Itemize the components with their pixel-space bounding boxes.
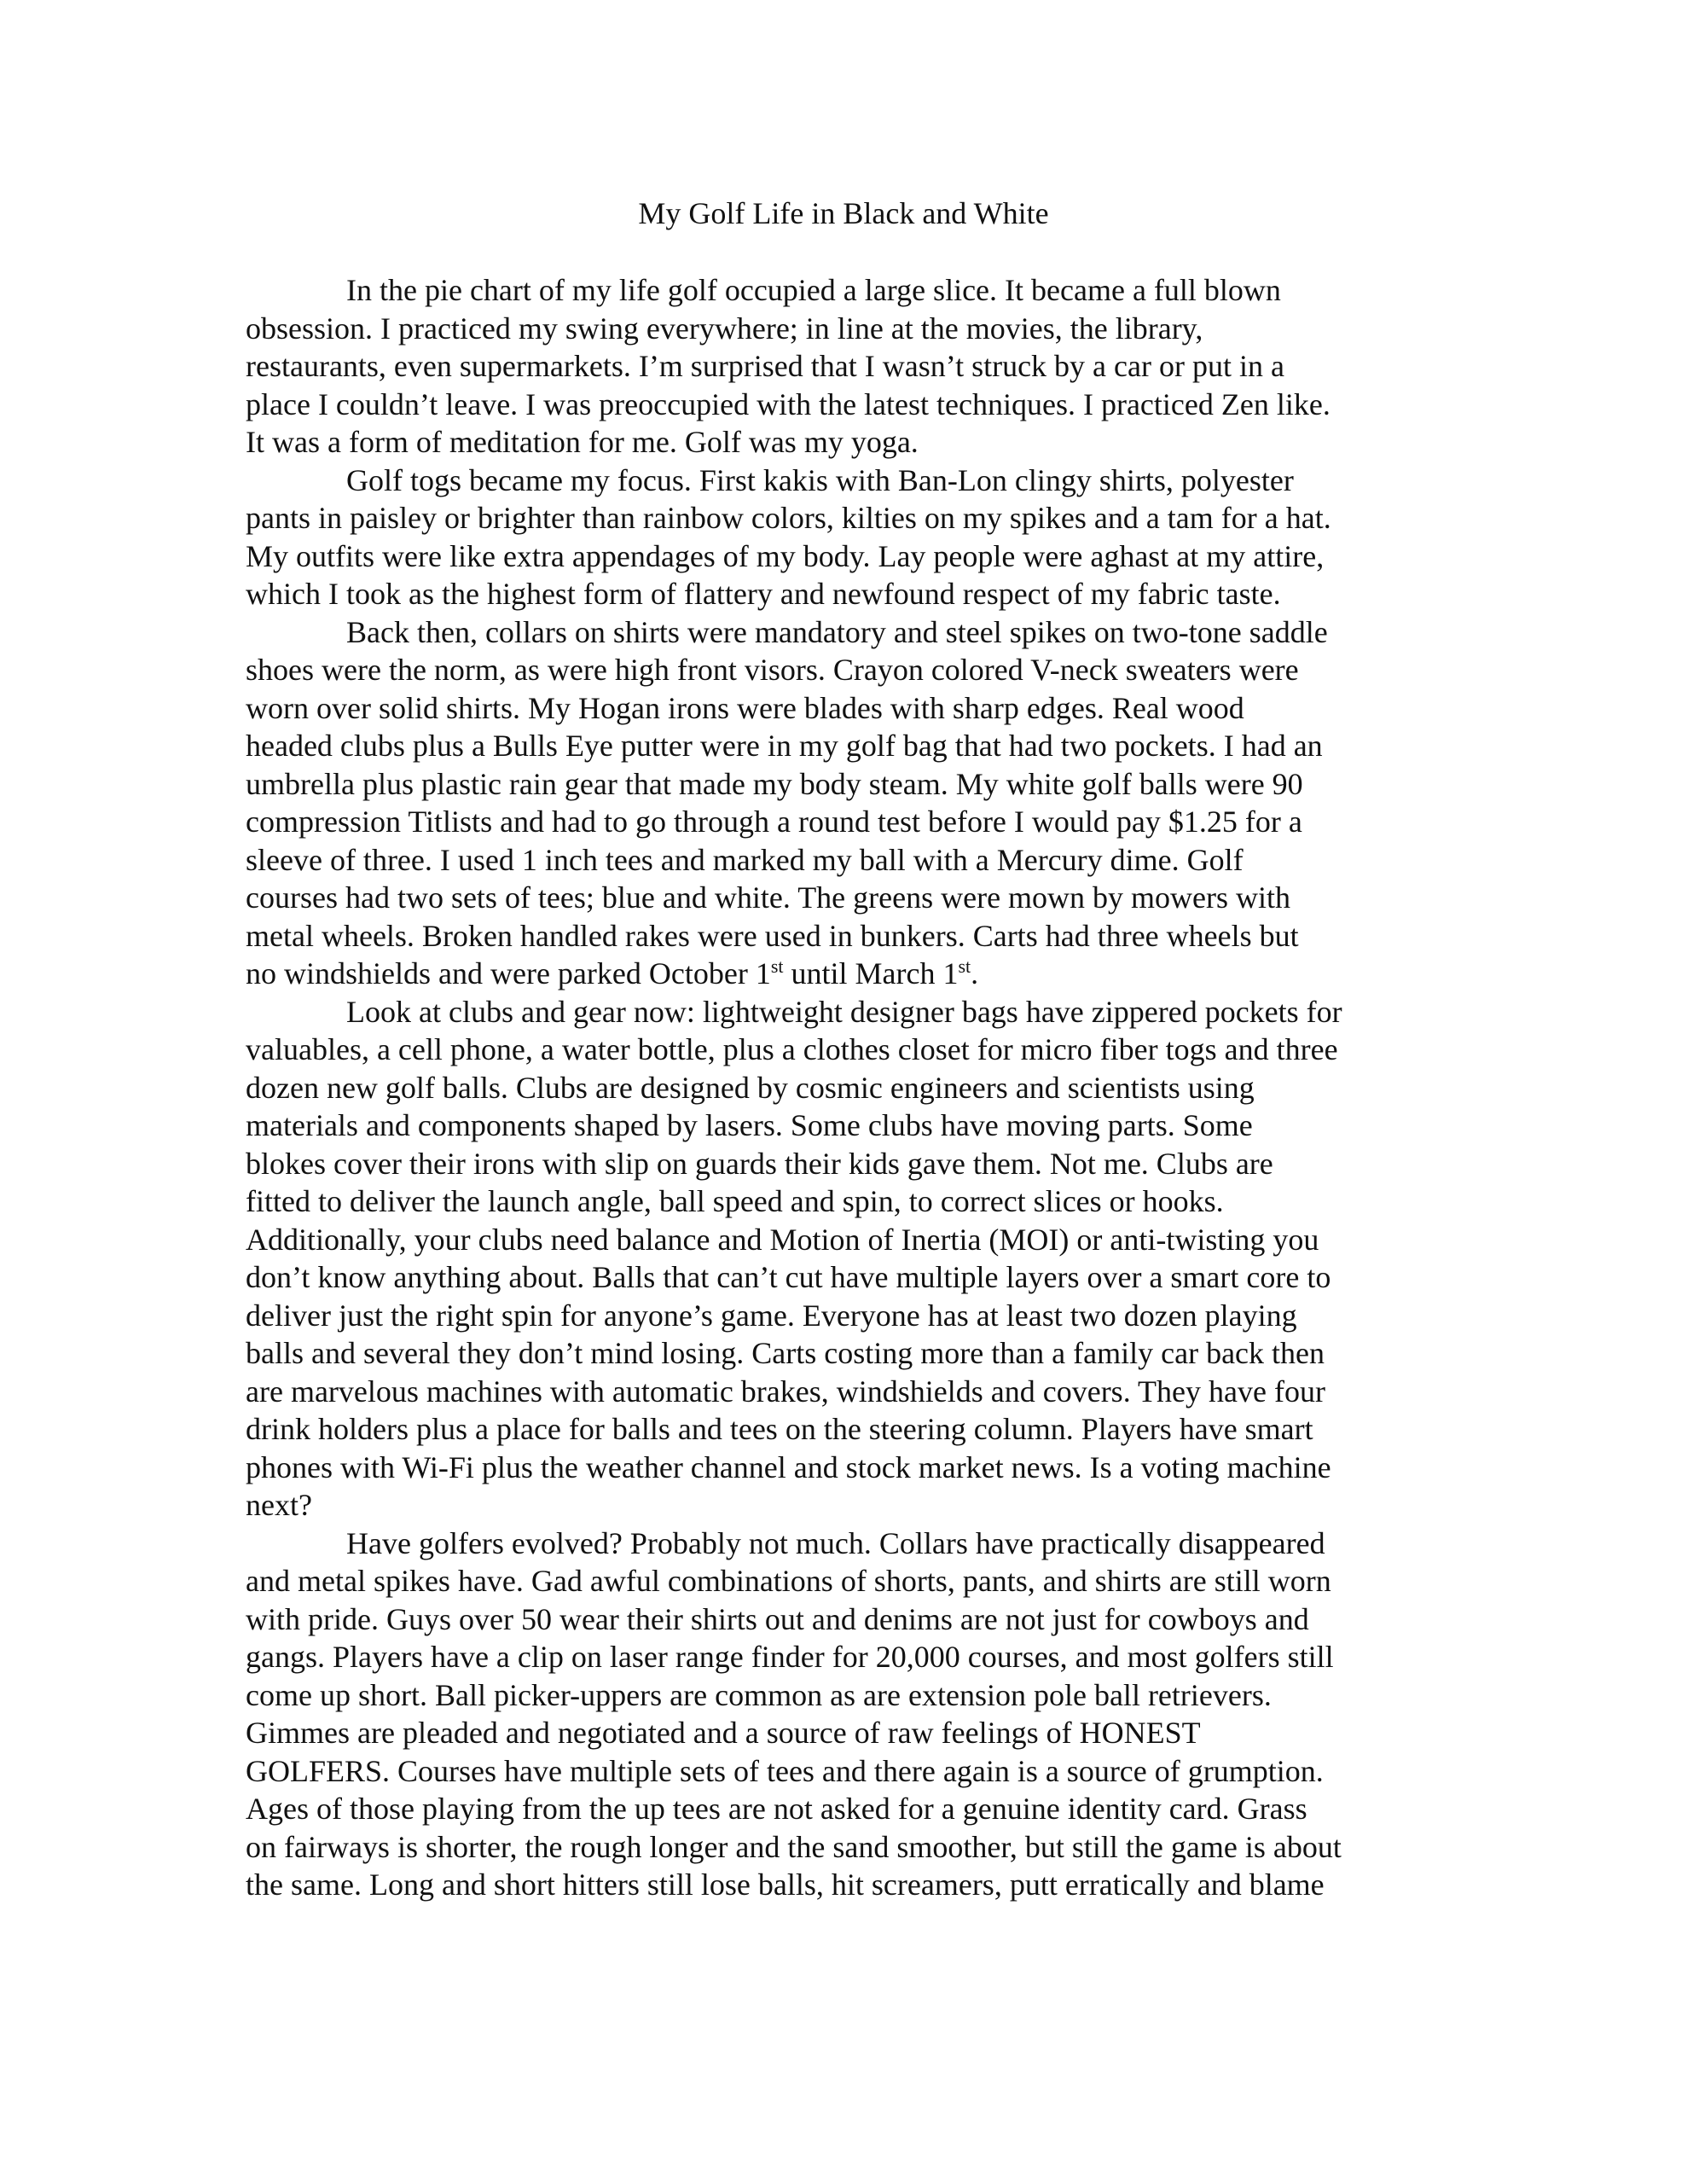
text-line: with pride. Guys over 50 wear their shirts out and denims are not just for cowboys and bbox=[246, 1601, 1309, 1636]
text-line: Look at clubs and gear now: lightweight designer bags have zippered pockets for bbox=[346, 994, 1342, 1029]
text-segment: until March 1 bbox=[783, 956, 959, 990]
text-line: headed clubs plus a Bulls Eye putter were in my golf bag that had two pockets. I had an bbox=[246, 729, 1323, 763]
paragraph-5 bbox=[246, 1525, 1446, 1904]
text-line: Additionally, your clubs need balance and Motion of Inertia (MOI) or anti-twisting you bbox=[246, 1222, 1319, 1257]
text-line: place I couldn’t leave. I was preoccupied with the latest techniques. I practiced Zen like. bbox=[246, 386, 1330, 421]
text-line: materials and components shaped by lasers. Some clubs have moving parts. Some bbox=[246, 1108, 1253, 1142]
text-line: deliver just the right spin for anyone’s game. Everyone has at least two dozen playing bbox=[246, 1298, 1297, 1333]
text-line: valuables, a cell phone, a water bottle, plus a clothes closet for micro fiber togs and three bbox=[246, 1032, 1338, 1066]
text-line: come up short. Ball picker-uppers are common as are extension pole ball retrievers. bbox=[246, 1677, 1272, 1712]
text-line: drink holders plus a place for balls and tees on the steering column. Players have smart bbox=[246, 1412, 1313, 1446]
text-line: Have golfers evolved? Probably not much. Collars have practically disappeared bbox=[346, 1525, 1325, 1560]
text-line: on fairways is shorter, the rough longer and the sand smoother, but still the game is about bbox=[246, 1829, 1342, 1864]
text-line: are marvelous machines with automatic brakes, windshields and covers. They have four bbox=[246, 1374, 1325, 1409]
text-line-with-superscripts bbox=[246, 955, 1446, 993]
text-line: compression Titlists and had to go through a round test before I would pay $1.25 for a bbox=[246, 804, 1302, 839]
text-line: obsession. I practiced my swing everywhere; in line at the movies, the library, bbox=[246, 311, 1203, 346]
text-line: Golf togs became my focus. First kakis with Ban-Lon clingy shirts, polyester bbox=[346, 462, 1294, 497]
text-line: restaurants, even supermarkets. I’m surprised that I wasn’t struck by a car or put in a bbox=[246, 349, 1284, 383]
text-line: don’t know anything about. Balls that can’t cut have multiple layers over a smart core to bbox=[246, 1260, 1331, 1294]
text-segment: no windshields and were parked October 1 bbox=[246, 956, 771, 990]
text-line: Gimmes are pleaded and negotiated and a source of raw feelings of HONEST bbox=[246, 1716, 1201, 1750]
text-line: balls and several they don’t mind losing. Carts costing more than a family car back then bbox=[246, 1336, 1325, 1370]
text-line: My outfits were like extra appendages of my body. Lay people were aghast at my attire, bbox=[246, 538, 1325, 573]
text-line: and metal spikes have. Gad awful combinations of shorts, pants, and shirts are still worn bbox=[246, 1564, 1331, 1598]
text-line: metal wheels. Broken handled rakes were used in bunkers. Carts had three wheels but bbox=[246, 918, 1299, 953]
text-line: shoes were the norm, as were high front visors. Crayon colored V-neck sweaters were bbox=[246, 653, 1299, 687]
text-line: next? bbox=[246, 1488, 312, 1522]
text-line: It was a form of meditation for me. Golf was my yoga. bbox=[246, 425, 919, 459]
text-line: umbrella plus plastic rain gear that made my body steam. My white golf balls were 90 bbox=[246, 766, 1303, 801]
text-line: dozen new golf balls. Clubs are designed by cosmic engineers and scientists using bbox=[246, 1070, 1255, 1105]
document-title: My Golf Life in Black and White bbox=[638, 196, 1049, 230]
text-line: which I took as the highest form of flattery and newfound respect of my fabric taste. bbox=[246, 577, 1281, 611]
text-line: courses had two sets of tees; blue and white. The greens were mown by mowers with bbox=[246, 880, 1291, 915]
paragraph-2 bbox=[246, 462, 1446, 613]
document-body bbox=[246, 271, 1446, 1904]
text-line: phones with Wi-Fi plus the weather channel and stock market news. Is a voting machine bbox=[246, 1449, 1331, 1484]
text-line: Ages of those playing from the up tees are not asked for a genuine identity card. Grass bbox=[246, 1792, 1307, 1826]
text-line: Back then, collars on shirts were mandatory and steel spikes on two-tone saddle bbox=[346, 614, 1328, 649]
text-line: the same. Long and short hitters still lose balls, hit screamers, putt erratically and blame bbox=[246, 1867, 1325, 1902]
text-line: pants in paisley or brighter than rainbow colors, kilties on my spikes and a tam for a hat. bbox=[246, 501, 1331, 535]
superscript-ordinal: st bbox=[958, 956, 971, 977]
paragraph-1 bbox=[246, 271, 1446, 462]
text-line: In the pie chart of my life golf occupied a large slice. It became a full blown bbox=[346, 273, 1281, 307]
superscript-ordinal: st bbox=[770, 956, 784, 977]
text-line: fitted to deliver the launch angle, ball speed and spin, to correct slices or hooks. bbox=[246, 1184, 1224, 1218]
paragraph-4 bbox=[246, 993, 1446, 1525]
text-line: blokes cover their irons with slip on guards their kids gave them. Not me. Clubs are bbox=[246, 1146, 1273, 1181]
text-line: GOLFERS. Courses have multiple sets of tees and there again is a source of grumption. bbox=[246, 1753, 1324, 1788]
text-line: gangs. Players have a clip on laser range finder for 20,000 courses, and most golfers still bbox=[246, 1640, 1334, 1674]
text-line: sleeve of three. I used 1 inch tees and marked my ball with a Mercury dime. Golf bbox=[246, 842, 1244, 877]
paragraph-3 bbox=[246, 613, 1446, 993]
text-line: worn over solid shirts. My Hogan irons were blades with sharp edges. Real wood bbox=[246, 690, 1244, 725]
text-segment: . bbox=[971, 956, 979, 990]
